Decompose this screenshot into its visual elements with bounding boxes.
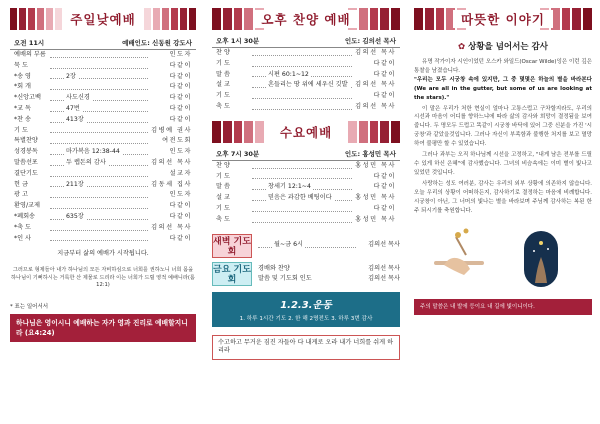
order-item-detail <box>50 136 148 147</box>
order-item-detail: 시편 60:1~12 <box>252 70 352 81</box>
order-item-person: 김의선 목사 <box>355 49 396 56</box>
order-item-detail <box>252 59 352 70</box>
friday-prayer-label: 금요 기도회 <box>212 262 252 286</box>
order-row <box>216 172 396 183</box>
order-item-label: *찬 송 <box>14 115 32 123</box>
order-item-label: 기 도 <box>216 172 230 180</box>
pm-order-list <box>212 48 400 113</box>
order-item-detail <box>50 234 148 245</box>
order-item-person: 홍성민 목사 <box>355 215 396 223</box>
column-warm-story <box>414 8 592 315</box>
order-item-label: *축 도 <box>14 223 32 231</box>
order-item-detail <box>252 172 352 183</box>
order-item-label: *인 사 <box>14 234 32 242</box>
order-row <box>14 234 192 245</box>
dawn-prayer-label: 새벽 기도회 <box>212 234 252 258</box>
sunday-order-list <box>10 50 196 244</box>
order-row <box>14 147 192 158</box>
sunday-closing-note: 지금부터 삶의 예배가 시작됩니다. <box>57 250 149 258</box>
order-item-label: 특별찬양 <box>14 137 38 145</box>
order-item-label: 축 도 <box>216 215 230 223</box>
order-item-label: 찬 양 <box>216 161 230 169</box>
order-item-label: 기 도 <box>216 59 230 67</box>
order-row <box>216 48 396 59</box>
column-afternoon-wednesday <box>212 8 400 360</box>
order-item-label: 광 고 <box>14 191 28 199</box>
order-item-person: 김의선 목사 <box>355 102 396 110</box>
order-item-person: 김의선 목사 <box>151 223 192 231</box>
story-para-3: 그러나 과부는 오직 하나님께 시선을 고정하고, "내게 남은 전부를 드릴 수 있게 하신 은혜"에 감사했습니다. 그녀의 비슴속에는 이미 별이 빛나고 있었던 것입니다. <box>414 152 592 176</box>
banner-sunday <box>10 8 196 30</box>
order-item-person: 다같이 <box>373 183 396 191</box>
order-item-person: 여전도회 <box>162 137 192 145</box>
order-row <box>14 50 192 61</box>
order-item-label: 찬 양 <box>216 49 230 56</box>
order-row <box>216 80 396 91</box>
movement-items: 1. 하루 1시간 기도 2. 한 해 2명전도 3. 하루 3번 감사 <box>239 315 373 322</box>
order-row <box>216 193 396 204</box>
page-title-afternoon: 오후 찬양 예배 <box>253 10 358 28</box>
order-row <box>14 223 192 234</box>
order-item-detail: 창세기 12:1~4 <box>252 182 352 193</box>
order-item-detail <box>50 50 148 61</box>
order-item-detail <box>50 169 148 180</box>
order-item-person: 다같이 <box>169 234 192 242</box>
movement-box <box>212 292 400 327</box>
banner-afternoon <box>212 8 400 30</box>
banner-wednesday <box>212 121 400 143</box>
order-row <box>14 169 192 180</box>
order-row <box>216 161 396 172</box>
order-row <box>14 158 192 169</box>
sunday-leader: 예배인도: 신동원 강도사 <box>122 39 192 47</box>
order-item-person: 김의선 목사 <box>355 81 396 89</box>
sunday-subhead <box>10 38 196 50</box>
movement-title: 1.2.3.운동 <box>280 299 332 311</box>
order-item-label: *회 개 <box>14 83 32 91</box>
order-item-person: 다같이 <box>169 72 192 80</box>
order-item-person: 다같이 <box>169 202 192 210</box>
order-item-person: 인도자 <box>169 148 192 156</box>
wed-time: 오후 7시 30분 <box>216 149 260 158</box>
order-item-person: 인도자 <box>169 51 192 58</box>
order-item-detail: 두 렙돈의 감사 <box>50 158 148 169</box>
dawn-prayer-box <box>212 234 400 258</box>
order-row <box>216 204 396 215</box>
order-item-person: 다같이 <box>169 115 192 123</box>
order-item-detail <box>50 223 148 234</box>
order-row <box>216 59 396 70</box>
order-item-detail: 흔들리는 땅 위에 세우신 깃발 <box>252 80 352 91</box>
friday-prayer-box <box>212 262 400 286</box>
wed-order-list <box>212 161 400 226</box>
order-item-detail <box>50 61 148 72</box>
order-item-label: *교 독 <box>14 104 32 112</box>
story-heading: ✿ 상황을 넘어서는 감사 <box>458 42 548 52</box>
order-item-person: 김병예 권사 <box>151 126 192 134</box>
order-item-detail <box>252 161 352 172</box>
order-item-detail <box>252 102 352 113</box>
friday-prayer-info: 경배와 찬양 김의선 목사 말씀 및 기도회 인도 김의선 목사 <box>258 264 400 282</box>
order-item-label: 묵 도 <box>14 61 28 69</box>
story-para-4: 사랑하는 성도 여러분, 감사는 우리의 외부 상황에 의존하지 않습니다. 오늘 우리의 상황이 어떠하든지, 감사하기로 결정하는 마음에 비례합니다. 시궁창이 아닌, 그 너머의 빛나는 별을 바라보며 주님께 감사하는 복된 한 주 되시기를 축원합니다. <box>414 180 592 214</box>
order-item-person: 홍성민 목사 <box>355 194 396 202</box>
column-sunday-service <box>10 8 196 342</box>
page-title-story: 따뜻한 이야기 <box>453 10 553 28</box>
pm-time: 오후 1시 30분 <box>216 37 260 45</box>
banner-story <box>414 8 592 30</box>
wed-subhead <box>212 149 400 161</box>
order-row <box>216 91 396 102</box>
order-item-label: *신앙고백 <box>14 94 42 102</box>
order-item-detail: 413장 <box>50 115 148 126</box>
order-row <box>14 136 192 147</box>
order-item-label: 말씀선포 <box>14 158 38 166</box>
story-para-1: 유명 작가이자 시인이었던 오스카 와일드(Oscar Wilde)잉은 이런 깊은 통찰을 남겼습니다. "우리는 모두 시궁창 속에 있지만, 그 중 몇몇은 하늘의 별을 바라본다 (We are all in the gutter, but some of us are looking at the stars)." <box>414 59 592 101</box>
order-item-person: 다같이 <box>169 212 192 220</box>
order-item-label: *폐회송 <box>14 212 36 220</box>
order-row <box>14 82 192 93</box>
order-item-person: 다같이 <box>169 61 192 69</box>
psalm-verse-box: 주의 말씀은 내 발에 등이요 내 길에 빛이니이다. <box>414 299 592 315</box>
order-item-detail <box>50 190 148 201</box>
order-item-person: 다같이 <box>373 70 396 78</box>
order-item-label: 헌 금 <box>14 180 28 188</box>
order-item-label: 설 교 <box>216 81 230 89</box>
order-item-person: 다같이 <box>169 104 192 112</box>
order-item-label: 말 씀 <box>216 70 230 78</box>
order-item-label: 성경봉독 <box>14 148 38 156</box>
order-item-detail: 마가복음 12:38-44 <box>50 147 148 158</box>
order-item-detail: 2장 <box>50 72 148 83</box>
order-item-label: 설 교 <box>216 194 230 202</box>
order-item-person: 인도자 <box>169 191 192 199</box>
order-item-label: 축 도 <box>216 102 230 110</box>
pm-subhead <box>212 36 400 48</box>
order-item-label: 기 도 <box>216 92 230 100</box>
romans-verse: 그러므로 형제들아 내가 하나님의 모든 자비하심으로 너희를 권하노니 너희 몸을 하나님이 기뻐하시는 거룩한 산 제물로 드리라 이는 너희가 드릴 영적 예배니라(롬 12:1) <box>11 267 195 289</box>
standing-note: * 표는 일어서서 <box>10 303 49 310</box>
order-item-label: 기 도 <box>14 126 28 134</box>
order-item-person: 다같이 <box>169 83 192 91</box>
order-row <box>14 93 192 104</box>
order-row <box>14 180 192 191</box>
order-item-person: 홍성민 목사 <box>355 161 396 169</box>
order-item-detail <box>50 201 148 212</box>
order-row <box>14 115 192 126</box>
wed-leader: 인도: 홍성민 목사 <box>344 149 396 158</box>
offering-illustration <box>414 223 592 293</box>
order-row <box>14 61 192 72</box>
sunday-time: 오전 11시 <box>14 39 45 47</box>
order-item-detail <box>50 82 148 93</box>
order-item-person: 다같이 <box>169 94 192 102</box>
order-item-label: *송 영 <box>14 72 32 80</box>
story-para-2: 이 말은 우리가 처한 현실이 얼마나 고통스럽고 구차할지라도, 우리의 시선과 마음이 어디를 향하느냐에 따라 삶의 감사와 희망이 결정됨을 보여줍니다. 두 명모두 드럽고 똑같이 시궁창 바닥에 있어 그중 신분을 가진 '시궁창'과 같았을것입니다. 그러나 자신이 부족함과 불행한 처지를 보고 멸망하여 불평만 할 수 있었습니다. <box>414 105 592 148</box>
order-row <box>216 215 396 226</box>
order-item-detail: 믿음은 과감한 베팅이다 <box>252 193 352 204</box>
order-item-label: 예배의 부름 <box>14 51 46 58</box>
order-row <box>14 201 192 212</box>
order-item-detail <box>252 48 352 59</box>
order-item-person: 설교자 <box>169 169 192 177</box>
order-item-detail: 211장 <box>50 180 148 191</box>
order-item-person: 다같이 <box>373 172 396 180</box>
coins-hand-icon <box>414 223 592 293</box>
order-item-label: 기 도 <box>216 204 230 212</box>
order-row <box>216 182 396 193</box>
order-item-detail <box>252 91 352 102</box>
matthew-quote: 수고하고 무거운 짐진 자들아 다 내게로 오라 내가 너희를 쉬게 하리라 <box>212 335 400 360</box>
john-verse-box: 하나님은 영이시니 예배하는 자가 영과 진리로 예배할지니라 (요4:24) <box>10 314 196 342</box>
page-title-sunday: 주일낮예배 <box>62 10 143 28</box>
order-item-detail: 사도신경 <box>50 93 148 104</box>
order-row <box>14 126 192 137</box>
order-item-person: 다같이 <box>373 204 396 212</box>
dawn-prayer-info: 월~금 6시 김의선 목사 <box>252 240 400 251</box>
order-item-label: 환영/교제 <box>14 202 40 210</box>
order-row <box>216 70 396 81</box>
order-item-person: 김의선 목사 <box>151 158 192 166</box>
order-item-person: 김동세 집사 <box>151 180 192 188</box>
page-title-wednesday: 수요예배 <box>272 123 340 141</box>
sparkle-icon: ✿ <box>458 42 469 52</box>
order-row <box>14 190 192 201</box>
order-item-detail: 635장 <box>50 212 148 223</box>
order-item-detail <box>252 204 352 215</box>
pm-leader: 인도: 김의선 목사 <box>344 37 396 45</box>
order-item-detail <box>50 126 148 137</box>
order-row <box>14 104 192 115</box>
order-row <box>14 212 192 223</box>
order-item-detail: 47번 <box>50 104 148 115</box>
order-item-person: 다같이 <box>373 59 396 67</box>
order-row <box>216 102 396 113</box>
order-item-label: 결단기도 <box>14 169 38 177</box>
order-item-detail <box>252 215 352 226</box>
order-item-label: 말 씀 <box>216 183 230 191</box>
order-row <box>14 72 192 83</box>
order-item-person: 다같이 <box>373 92 396 100</box>
